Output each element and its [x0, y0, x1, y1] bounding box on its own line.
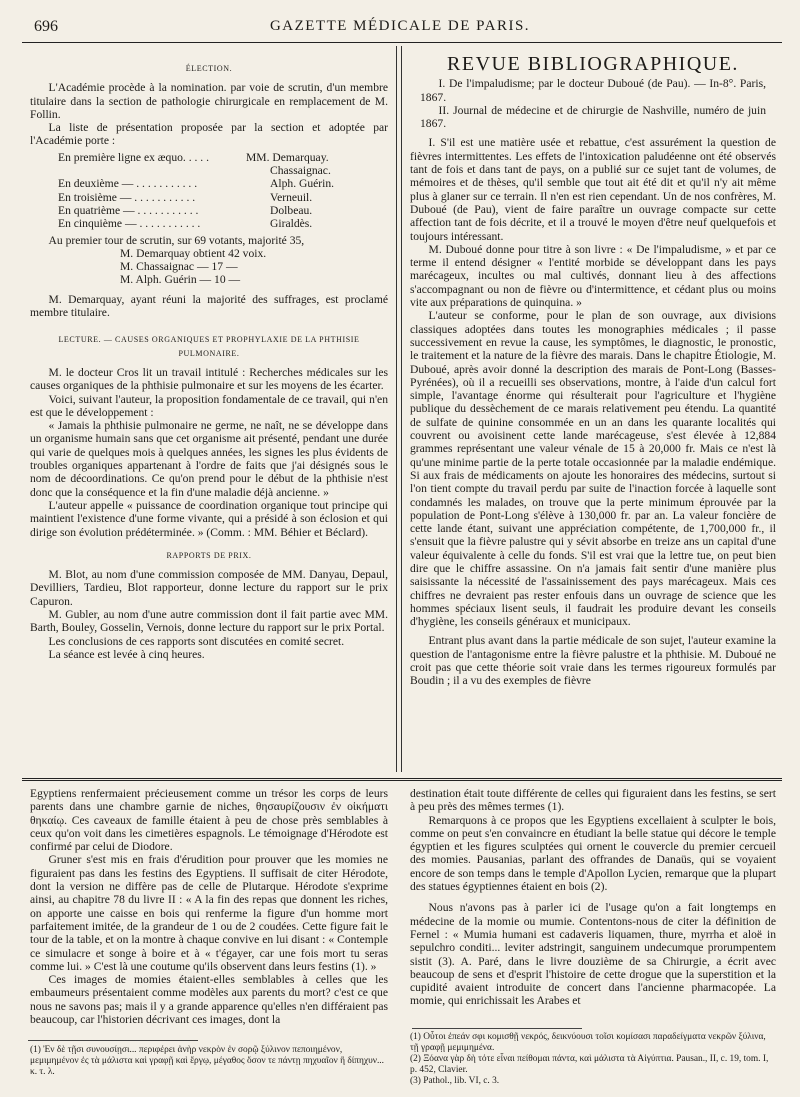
paragraph: Egyptiens renfermaient précieusement comme un trésor les corps de leurs parents dans une chambre garnie de niches, θησαυρίζουσιν ἐν οἰκήματι θηκαίῳ. Ces caveaux de famille étaient à peu de chose près semblables à ceux qu'on voit dans les cimetières espagnols. Le témoignage d'Hérodote est confirmé par celui de Diodore. [30, 787, 388, 854]
candidate: MM. Demarquay. [246, 150, 329, 164]
footnote: (1) Ἐν δὲ τῇσι συνουσίῃσι... περιφέρει ἀνὴρ νεκρὸν ἐν σορῷ ξύλινον πεποιημένον, μεμιμημένον ἐς τὰ μάλιστα καὶ γραφῇ καὶ ἔργῳ, μέγαθος ὅσον τε πάντῃ πηχυαῖον ἢ δίπηχυν... κ. τ. λ. [30, 1045, 384, 1077]
footnote: (2) Ξόανα γὰρ δὴ τότε εἶναι πείθομαι πάντα, καὶ μάλιστα τὰ Αἰγύπτια. Pausan., II, c. 19, tom. I, p. 452, Clavier. [410, 1054, 769, 1075]
list-item [58, 217, 334, 230]
vote-line: M. Chassaignac — 17 — [120, 260, 238, 274]
rank [58, 164, 246, 177]
paragraph: La liste de présentation proposée par la section et adoptée par l'Académie porte : [30, 121, 388, 148]
heading-lecture: LECTURE. — CAUSES ORGANIQUES ET PROPHYLAXIE DE LA PHTHISIE PULMONAIRE. [58, 335, 360, 358]
column-rule [401, 46, 402, 772]
paragraph: Voici, suivant l'auteur, la proposition fondamentale de ce travail, qui n'en est que le développement : [30, 392, 388, 419]
candidate: Alph. Guérin. [270, 177, 335, 191]
paragraph: M. Blot, au nom d'une commission composée de MM. Danyau, Depaul, Devilliers, Tardieu, Blot rapporteur, donne lecture du rapport sur le prix Capuron. [30, 568, 388, 608]
candidate: Chassaignac. [270, 164, 331, 178]
list-item [58, 177, 334, 190]
paragraph: I. S'il est une matière usée et rebattue, c'est assurément la question de fièvres intermittentes. Les effets de l'intoxication paludéenne ont été observés tant de fois et dans tant de pays, on a publié sur ce sujet tant de volumes, de mémoires et de thèses, qu'il semble que tout ait été dit et qu'il n'y ait même plus à glaner sur ce terrain. Il n'en est rien cependant. Un de nos confrères, M. Duboué (de Pau), vient de faire paraître un ouvrage compacte sur cette affection tant de fois décrite, et il a trouvé le moyen d'être neuf quelquefois et toujours intéressant. [410, 136, 776, 243]
candidate: Dolbeau. [270, 203, 313, 217]
heading-election: ÉLECTION. [185, 64, 233, 73]
paragraph: Remarquons à ce propos que les Egyptiens excellaient à sculpter le bois, comme on peut s'en convaincre en étudiant la belle statue qui décore le temple égyptien et les figures sculptées qui ornent le couvercle du premier cercueil des momies. Pausanias, parlant des offrandes de Danaüs, qui se voyaient encore de son temps dans le temple d'Apollon Lycien, remarque que la plupart des statues égyptiennes étaient en bois (2). [410, 813, 776, 894]
heading-rapports: RAPPORTS DE PRIX. [166, 550, 252, 560]
reference: II. Journal de médecine et de chirurgie de Nashville, numéro de juin 1867. [420, 103, 766, 131]
rank: En troisième — . . . . . . . . . . . [58, 190, 196, 204]
list-item [58, 204, 334, 217]
running-title: GAZETTE MÉDICALE DE PARIS. [269, 18, 531, 34]
left-column-bottom [30, 787, 388, 1026]
paragraph: L'auteur appelle « puissance de coordination organique tout principe qui maintient l'existence d'une forme vivante, qui a présidé à son éclosion et qui dirige son évolution prédéterminée. » (Comm. : MM. Béhier et Béclard). [30, 498, 388, 539]
column-rule [396, 46, 397, 772]
paragraph: M. Demarquay, ayant réuni la majorité des suffrages, est proclamé membre titulaire. [30, 292, 388, 320]
paragraph: Au premier tour de scrutin, sur 69 votants, majorité 35, [48, 233, 305, 247]
section-title: REVUE BIBLIOGRAPHIQUE. [447, 53, 739, 75]
paragraph: Gruner s'est mis en frais d'érudition pour prouver que les momies ne figuraient pas dans les festins des Egyptiens. Il suffisait de citer Hérodote, dont la version ne diffère pas de celle de Plutarque. Hérodote s'exprime ainsi, au chapitre 78 du livre II : « A la fin des repas que donnent les riches, on apporte une caisse en bois qui renferme la figure d'un homme mort parfaitement imitée, de la grandeur de 1 ou de 2 coudées. Cette figure fait le tour de la table, et on la montre à chaque convive en lui disant : « Contemple ce simulacre et songe à boire et à « t'égayer, car une fois mort tu seras comme lui. » C'est là une coutume qu'ils observent dans leurs festins (1). » [30, 853, 388, 973]
page-header [20, 14, 780, 44]
page-number: 696 [34, 18, 58, 35]
footnotes [410, 1032, 776, 1087]
paragraph: M. Duboué donne pour titre à son livre : « De l'impaludisme, » et par ce terme il entend désigner « l'entité morbide se développant dans les pays marécageux, incultes ou mal cultivés, donnant lieu à des affections s'accompagnant ou non de fièvre ou d'intermittence, et cédant plus ou moins vite aux préparations de quinquina. » [410, 242, 776, 310]
paragraph: Entrant plus avant dans la partie médicale de son sujet, l'auteur examine la question de l'antagonisme entre la fièvre palustre et la phthisie. M. Duboué ne croit pas que cette théorie soit vraie dans les termes rigoureux formulés par Boudin ; il a vu des exemples de fièvre [410, 634, 776, 688]
vote-line: M. Demarquay obtient 42 voix. [120, 246, 267, 260]
list-item [58, 164, 334, 177]
paragraph: Nous n'avons pas à parler ici de l'usage qu'on a fait longtemps en médecine de la momie ou mumie. Contentons-nous de citer la définition de Fernel : « Mumia humani est cadaveris liquamen, thure, myrrha et aloë in sepulchro conditi... leviter adstringit, sanguinem undecumque prorumpentem sistit (3). A. Paré, dans le livre douzième de sa Chirurgie, a écrit avec beaucoup de sens et d'esprit l'histoire de cette drogue que la superstition et la cupidité avaient introduite de concert dans l'ancienne pharmacopée. La momie, qui enrichissait les Arabes et [410, 901, 776, 1008]
paragraph: « Jamais la phthisie pulmonaire ne germe, ne naît, ne se développe dans un organisme humain sans que cet organisme ait présenté, pendant une durée qui varie de quelques mois à quelques années, les signes les plus évidents de troubles organiques appartenant à l'ordre de faits que j'ai désignés sous le nom de décoordinations. Ce qu'on prend pour le début de la phthisie n'est donc que la conséquence et la fin d'une maladie déjà ancienne. » [30, 419, 388, 499]
rank: En quatrième — . . . . . . . . . . . [58, 203, 199, 217]
rank: En première ligne ex æquo. . . . . [58, 150, 210, 164]
rank: En cinquième — . . . . . . . . . . . [58, 217, 201, 231]
paragraph: L'Académie procède à la nomination. par voie de scrutin, d'un membre titulaire dans la section de pathologie chirurgicale en remplacement de M. Follin. [30, 81, 388, 121]
vote-line: M. Alph. Guérin — 10 — [120, 273, 241, 287]
rank: En deuxième — . . . . . . . . . . . [58, 177, 198, 191]
footnote-rule [412, 1028, 582, 1029]
right-column-bottom [410, 787, 776, 1008]
list-item [58, 191, 334, 204]
candidate: Giraldès. [270, 217, 313, 231]
paragraph: destination était toute différente de celles qui figuraient dans les festins, se sert à peu près des mêmes termes (1). [410, 787, 776, 814]
footnote-rule [28, 1040, 198, 1041]
paragraph: Les conclusions de ces rapports sont discutées en comité secret. [48, 634, 345, 648]
paragraph: M. Gubler, au nom d'une autre commission dont il fait partie avec MM. Barth, Bouley, Gosselin, Vernois, donne lecture du rapport sur le prix Portal. [30, 607, 388, 635]
header-rule [22, 42, 782, 43]
reference: I. De l'impaludisme; par le docteur Duboué (de Pau). — In-8°. Paris, 1867. [420, 77, 766, 104]
paragraph: L'auteur se conforme, pour le plan de son ouvrage, aux divisions classiques adoptées dans toutes les monographies médicales ; il passe successivement en revue la cause, les symptômes, le diagnostic, le pronostic, le traitement et la nature de la fièvre des marais. Dans le chapitre Étiologie, M. Duboué, après avoir donné la description des marais de Pont-Long (Basses-Pyrénées), où il a recueilli ses observations, montre, à l'aide d'un calcul fort simple, l'avantage énorme qui résulterait pour l'agriculture et l'hygiène publique du dessèchement de ce marais relativement peu étendu. La quantité de sulfate de quinine consommée en un an dans les quarante localités qui couvrent ou avoisinent cette lande marécageuse, s'est élevée à 12,884 grammes représentant une valeur vénale de 15 à 20,000 fr. Mais ce n'est là qu'une minime partie de la perte totale occasionnée par la maladie endémique. Si aux frais de médicaments on ajoute les honoraires des médecins, surtout si l'on tient compte du travail perdu par suite de l'inaction forcée à laquelle sont condamnés les malades, on trouve que la perte minimum éprouvée par la population de Pont-Long s'élève à 130,000 fr. par an. La valeur foncière de cette lande étant, suivant une appréciation compétente, de 1,700,000 fr., il s'ensuit que la fièvre palustre qui y sévit absorbe en treize ans un capital d'une valeur équivalente à celle du fonds. S'il est vrai que la lettre tue, on peut bien dire que le chiffre assassine. On n'a jamais fait sentir d'une manière plus saisissante la nécessité de l'assainissement des pays marécageux. Mais ces chiffres ne devraient pas rester enfouis dans un ouvrage de science que les hommes spéciaux lisent seuls, il faudrait les produire devant les conseils d'hygiène, les conseils généraux et municipaux. [410, 309, 776, 629]
paragraph: La séance est levée à cinq heures. [48, 647, 205, 661]
right-column-top [410, 53, 776, 688]
footnote: (1) Οὗτοι ἐπεάν σφι κομισθῇ νεκρός, δεικνύουσι τοῖσι κομίσασι παραδείγματα νεκρῶν ξύλινα, τῇ γραφῇ μεμιμημένα. [410, 1032, 766, 1053]
vote-results [30, 247, 388, 287]
paragraph: M. le docteur Cros lit un travail intitulé : Recherches médicales sur les causes organiques de la phthisie pulmonaire et sur les moyens de les écarter. [30, 365, 388, 393]
section-separator [22, 778, 782, 781]
paragraph: Ces images de momies étaient-elles semblables à celles que les embaumeurs présentaient comme modèles aux parents du mort? c'est ce que nous ne savons pas; mais il y a grande apparence qu'elles n'en différaient pas beaucoup, car l'historien décrivant ces images, dont la [30, 973, 388, 1027]
footnote: (3) Pathol., lib. VI, c. 3. [410, 1076, 500, 1086]
left-column-top [30, 60, 388, 661]
candidate: Verneuil. [270, 190, 313, 204]
list-item [58, 151, 334, 164]
candidate-list [58, 151, 334, 231]
